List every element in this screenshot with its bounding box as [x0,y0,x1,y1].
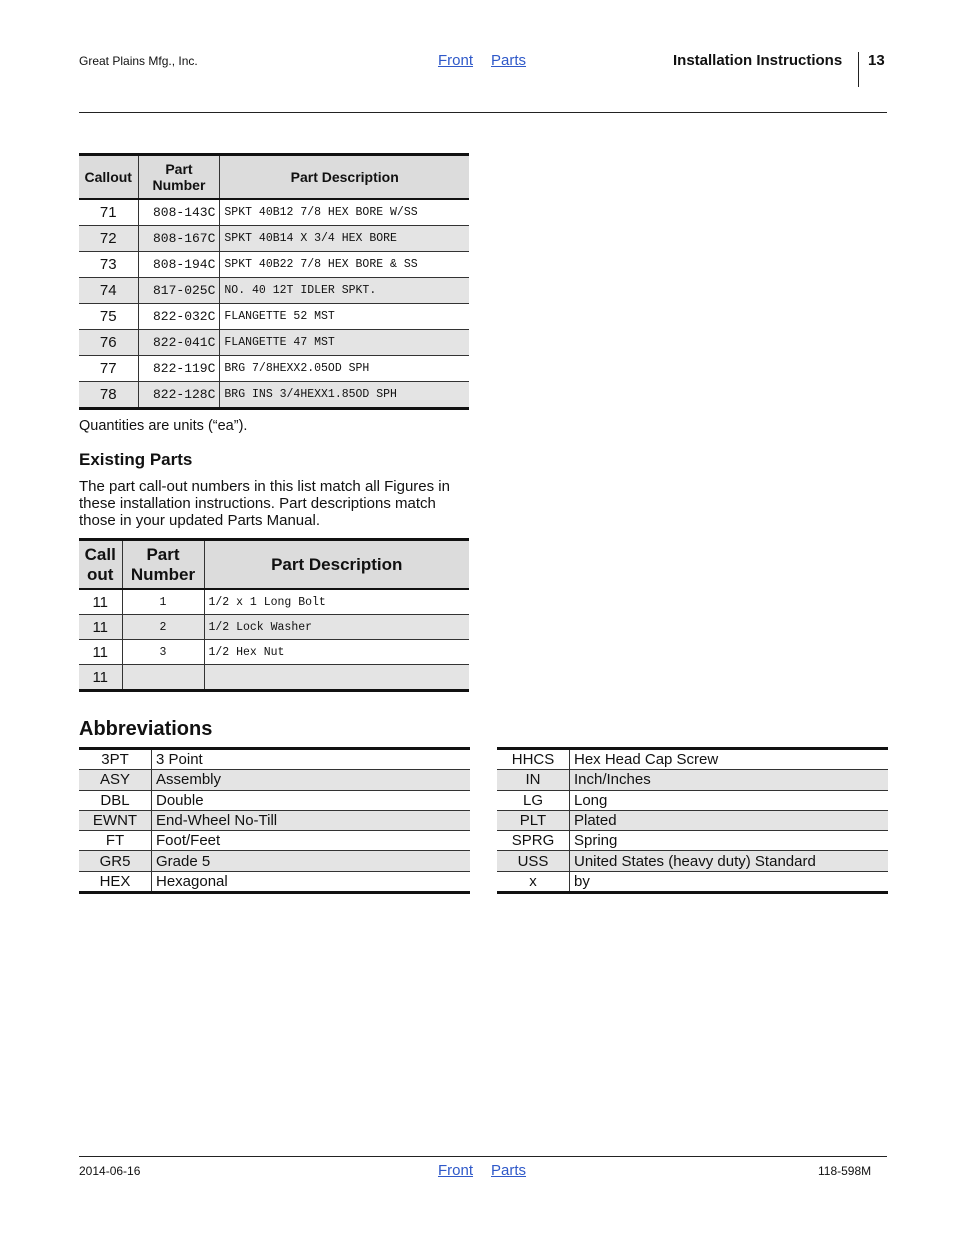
meaning-cell: Hex Head Cap Screw [570,749,889,770]
abbreviation-cell: FT [79,831,152,851]
part-description-cell: FLANGETTE 47 MST [220,330,469,356]
table-row [79,640,469,665]
table-row [79,589,469,615]
abbreviation-cell: DBL [79,790,152,810]
part-description-cell [204,665,469,691]
part-description-cell: 1/2 x 1 Long Bolt [204,589,469,615]
meaning-cell: by [570,871,889,892]
footer-date: 2014-06-16 [79,1164,141,1178]
header-rule [79,112,887,113]
footer-rule [79,1156,887,1157]
existing-parts-table [79,538,469,692]
meaning-cell: End-Wheel No-Till [152,810,471,830]
part-number-cell: 817-025C [138,278,220,304]
abbreviation-cell: SPRG [497,831,570,851]
abbreviation-row [79,831,470,851]
column-header-part-description: Part Description [220,155,469,200]
part-number-cell: 822-128C [138,382,220,409]
footer-doc-number: 118-598M [818,1164,872,1178]
callout-cell: 11 [79,665,122,691]
abbreviation-cell: IN [497,770,570,790]
part-number-cell: 3 [122,640,204,665]
abbreviation-cell: USS [497,851,570,871]
abbreviation-row [79,790,470,810]
abbreviation-cell: HEX [79,871,152,892]
callout-cell: 72 [79,226,138,252]
quantities-note: Quantities are units (“ea”). [79,418,248,434]
abbreviation-row [497,831,888,851]
table-row [79,356,469,382]
callout-cell: 77 [79,356,138,382]
abbreviation-row [79,749,470,770]
abbreviation-cell: 3PT [79,749,152,770]
table-row [79,226,469,252]
table-header-row [79,540,469,590]
column-header-callout: Callout [79,155,138,200]
abbreviation-cell: PLT [497,810,570,830]
abbreviations-table-right [497,747,888,894]
part-number-cell: 2 [122,615,204,640]
part-description-cell: BRG 7/8HEXX2.05OD SPH [220,356,469,382]
table-row [79,615,469,640]
header-divider [858,52,859,87]
callout-cell: 71 [79,199,138,226]
callout-cell: 11 [79,615,122,640]
column-header-part-number: Part Number [138,155,220,200]
part-number-cell: 822-119C [138,356,220,382]
abbreviations-table-left [79,747,470,894]
callout-cell: 78 [79,382,138,409]
abbreviation-row [497,770,888,790]
meaning-cell: Spring [570,831,889,851]
footer-parts-link[interactable]: Parts [491,1162,527,1179]
abbreviation-cell: LG [497,790,570,810]
callout-cell: 73 [79,252,138,278]
new-parts-table [79,153,469,410]
abbreviations-heading: Abbreviations [79,718,213,740]
abbreviation-cell: x [497,871,570,892]
part-description-cell: BRG INS 3/4HEXX1.85OD SPH [220,382,469,409]
abbreviation-row [79,871,470,892]
table-row [79,252,469,278]
part-description-cell: NO. 40 12T IDLER SPKT. [220,278,469,304]
abbreviation-cell: ASY [79,770,152,790]
part-description-cell: 1/2 Hex Nut [204,640,469,665]
table-row [79,199,469,226]
part-number-cell: 808-143C [138,199,220,226]
callout-cell: 11 [79,589,122,615]
abbreviation-cell: EWNT [79,810,152,830]
meaning-cell: Inch/Inches [570,770,889,790]
abbreviation-row [497,851,888,871]
abbreviation-row [79,770,470,790]
table-header-row [79,155,469,200]
table-row [79,665,469,691]
nav-parts-link[interactable]: Parts [491,52,527,69]
page-number: 13 [868,52,885,69]
abbreviation-row [497,749,888,770]
callout-cell: 11 [79,640,122,665]
abbreviation-row [79,810,470,830]
existing-parts-paragraph: The part call-out numbers in this list match all Figures in these installation instructions. Part descriptions match those in your updated Parts Manual. [79,478,450,529]
abbreviation-cell: HHCS [497,749,570,770]
abbreviation-row [497,790,888,810]
column-header-part-description: Part Description [204,540,469,590]
abbreviation-row [497,810,888,830]
meaning-cell: Foot/Feet [152,831,471,851]
table-row [79,278,469,304]
meaning-cell: Long [570,790,889,810]
part-description-cell: SPKT 40B14 X 3/4 HEX BORE [220,226,469,252]
meaning-cell: 3 Point [152,749,471,770]
callout-cell: 76 [79,330,138,356]
column-header-part-number: Part Number [122,540,204,590]
document-title: Installation Instructions [673,52,843,69]
part-description-cell: FLANGETTE 52 MST [220,304,469,330]
callout-cell: 75 [79,304,138,330]
column-header-callout: Call out [79,540,122,590]
part-description-cell: 1/2 Lock Washer [204,615,469,640]
part-number-cell: 808-167C [138,226,220,252]
abbreviation-row [497,871,888,892]
part-number-cell: 822-041C [138,330,220,356]
meaning-cell: Assembly [152,770,471,790]
footer-front-link[interactable]: Front [438,1162,474,1179]
part-number-cell: 822-032C [138,304,220,330]
callout-cell: 74 [79,278,138,304]
abbreviation-row [79,851,470,871]
part-number-cell: 808-194C [138,252,220,278]
part-number-cell: 1 [122,589,204,615]
meaning-cell: Double [152,790,471,810]
existing-parts-heading: Existing Parts [79,450,193,469]
meaning-cell: Hexagonal [152,871,471,892]
table-row [79,304,469,330]
nav-front-link[interactable]: Front [438,52,474,69]
part-number-cell [122,665,204,691]
table-row [79,382,469,409]
part-description-cell: SPKT 40B12 7/8 HEX BORE W/SS [220,199,469,226]
meaning-cell: Grade 5 [152,851,471,871]
table-row [79,330,469,356]
part-description-cell: SPKT 40B22 7/8 HEX BORE & SS [220,252,469,278]
company-name: Great Plains Mfg., Inc. [79,54,198,68]
meaning-cell: Plated [570,810,889,830]
abbreviation-cell: GR5 [79,851,152,871]
meaning-cell: United States (heavy duty) Standard [570,851,889,871]
